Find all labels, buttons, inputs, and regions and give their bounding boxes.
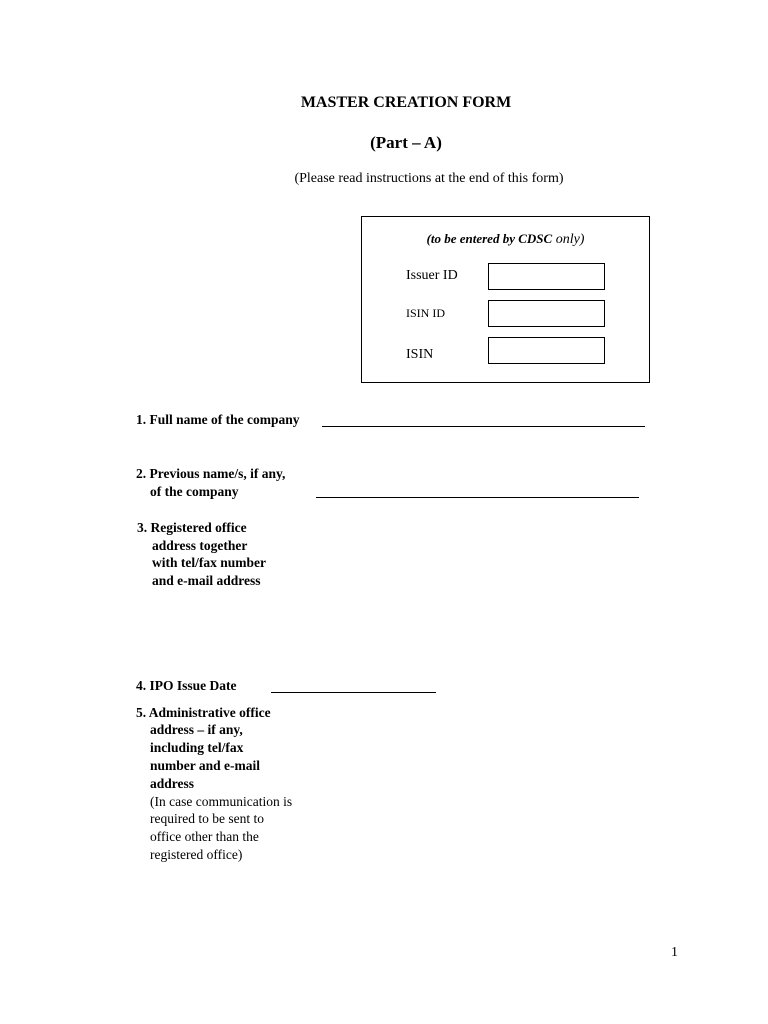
cdsc-entry-box bbox=[361, 216, 650, 383]
q5-note-line3: office other than the bbox=[150, 829, 259, 844]
isin-field[interactable] bbox=[488, 337, 605, 364]
issuer-id-field[interactable] bbox=[488, 263, 605, 290]
q5-note-line2: required to be sent to bbox=[150, 811, 264, 826]
isin-id-field[interactable] bbox=[488, 300, 605, 327]
q5-note-line4: registered office) bbox=[150, 847, 243, 862]
form-part-title: (Part – A) bbox=[370, 133, 442, 152]
cdsc-heading-bold: (to be entered by CDSC bbox=[426, 231, 553, 246]
isin-label: ISIN bbox=[406, 347, 434, 362]
form-instructions-note: (Please read instructions at the end of this form) bbox=[294, 171, 564, 186]
q3-label-line1: 3. Registered office bbox=[137, 520, 247, 535]
q1-answer-line[interactable] bbox=[322, 426, 645, 427]
q4-label: 4. IPO Issue Date bbox=[136, 678, 237, 693]
isin-id-label: ISIN ID bbox=[406, 306, 445, 320]
q3-label-line4: and e-mail address bbox=[152, 573, 261, 588]
form-title: MASTER CREATION FORM bbox=[300, 94, 512, 111]
cdsc-heading-rest: only) bbox=[552, 232, 585, 247]
page-number: 1 bbox=[671, 945, 678, 960]
q3-label-line3: with tel/fax number bbox=[152, 555, 266, 570]
q3-label-line2: address together bbox=[152, 538, 248, 553]
q5-note-line1: (In case communication is bbox=[150, 794, 293, 809]
q2-label-line1: 2. Previous name/s, if any, bbox=[136, 466, 286, 481]
issuer-id-label: Issuer ID bbox=[406, 268, 458, 283]
cdsc-box-heading bbox=[362, 231, 649, 248]
q4-answer-line[interactable] bbox=[271, 692, 436, 693]
q2-answer-line[interactable] bbox=[316, 497, 639, 498]
q5-label-line1: 5. Administrative office bbox=[136, 705, 271, 720]
q5-label-line4: number and e-mail bbox=[150, 758, 261, 773]
q5-label-line5: address bbox=[150, 776, 195, 791]
q1-label: 1. Full name of the company bbox=[136, 412, 300, 427]
q5-label-line2: address – if any, bbox=[150, 722, 243, 737]
q2-label-line2: of the company bbox=[150, 484, 239, 499]
q5-label-line3: including tel/fax bbox=[150, 740, 244, 755]
